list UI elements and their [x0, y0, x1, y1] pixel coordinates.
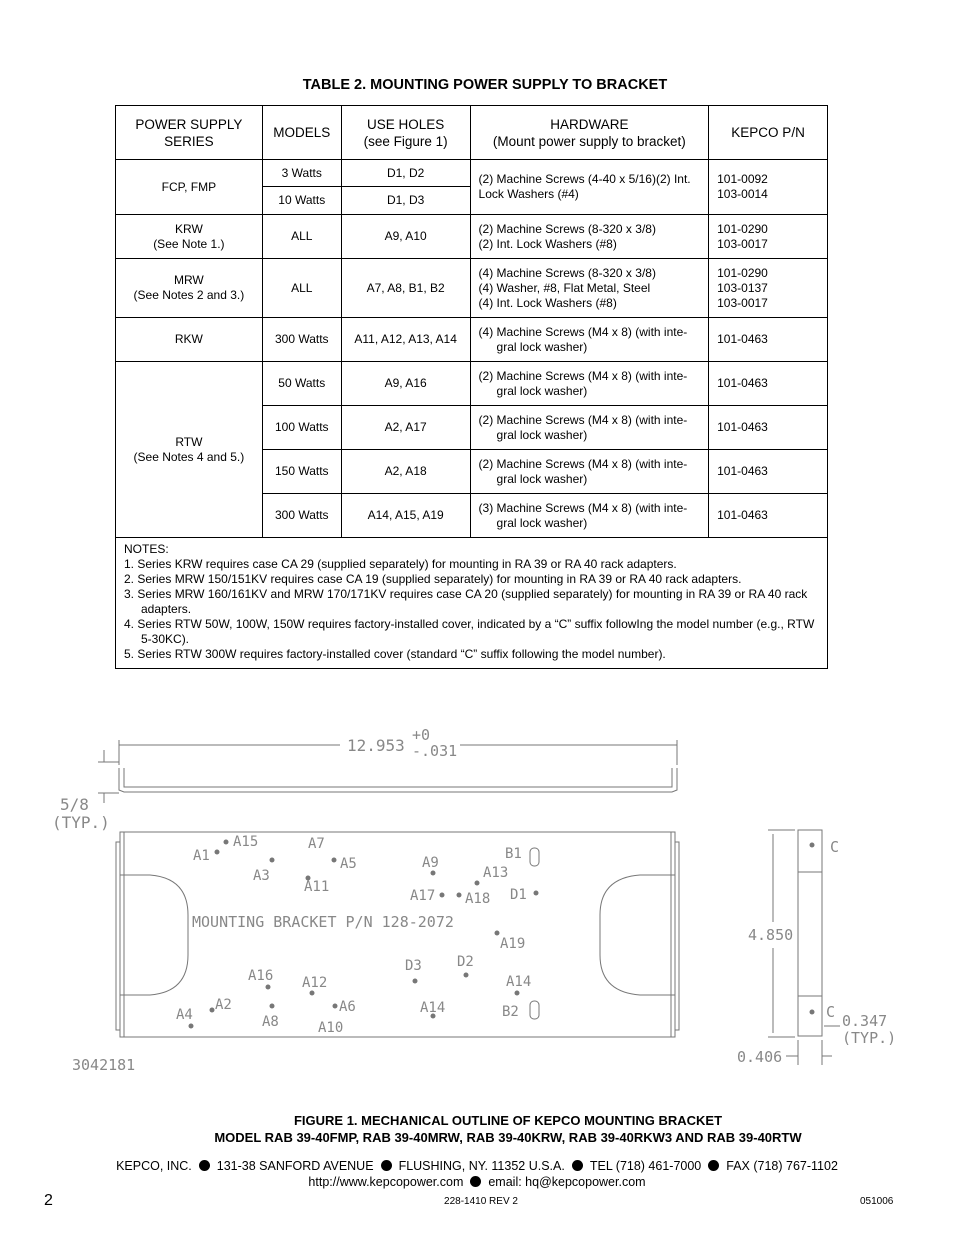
- footer-tel: TEL (718) 461-7000: [589, 1159, 702, 1173]
- note-item: 1. Series KRW requires case CA 29 (supplied separately) for mounting in RA 39 or RA 40 rack adapters.: [124, 557, 677, 571]
- pn-cell: 101-0290 103-0017: [709, 215, 828, 259]
- table-header-row: [116, 106, 828, 160]
- hole-label: D2: [457, 954, 474, 970]
- hole-label: A18: [465, 891, 491, 907]
- dim-flange-label: 5/8: [60, 795, 89, 814]
- pn-cell: 101-0463: [709, 450, 828, 494]
- hole-label: A6: [339, 999, 356, 1015]
- bullet-icon: [470, 1176, 481, 1187]
- hole-label: A15: [233, 834, 259, 850]
- hardware-cell: (2) Machine Screws (M4 x 8) (with inte- gral lock washer): [470, 450, 709, 494]
- series-cell: FCP, FMP: [116, 160, 263, 215]
- hole-label: A2: [215, 997, 232, 1013]
- drawing-number-label: 3042181: [72, 1056, 136, 1074]
- pn-cell: 101-0463: [709, 362, 828, 406]
- tolerance-plus-label: +0: [412, 726, 431, 744]
- series-cell: KRW (See Note 1.): [116, 215, 263, 259]
- hole-label: A4: [176, 1007, 193, 1023]
- dim-flange-typ-label: (TYP.): [52, 813, 110, 832]
- bullet-icon: [708, 1160, 719, 1171]
- hardware-cell: (2) Machine Screws (8-320 x 3/8) (2) Int. Lock Washers (#8): [470, 215, 709, 259]
- model-cell: 10 Watts: [262, 187, 341, 215]
- hole-label: A10: [318, 1020, 344, 1036]
- model-cell: 300 Watts: [262, 318, 341, 362]
- bracket-part-label: MOUNTING BRACKET P/N 128-2072: [192, 913, 454, 931]
- holes-cell: A2, A18: [341, 450, 470, 494]
- footer-email-link[interactable]: email: hq@kepcopower.com: [488, 1175, 646, 1189]
- hole-label: A1: [193, 848, 210, 864]
- model-cell: 150 Watts: [262, 450, 341, 494]
- table-title: TABLE 2. MOUNTING POWER SUPPLY TO BRACKET: [302, 77, 668, 93]
- hole-label: A3: [253, 868, 270, 884]
- table-row: [116, 215, 828, 259]
- footer-city: FLUSHING, NY. 11352 U.S.A.: [398, 1159, 565, 1173]
- hole-label: A14: [420, 1000, 446, 1016]
- series-cell: RKW: [116, 318, 263, 362]
- table-row: [116, 318, 828, 362]
- header-models: MODELS: [262, 106, 341, 160]
- hardware-cell: (2) Machine Screws (M4 x 8) (with inte- gral lock washer): [470, 406, 709, 450]
- hardware-cell: (3) Machine Screws (M4 x 8) (with inte- gral lock washer): [470, 494, 709, 538]
- table-row: [116, 259, 828, 318]
- hardware-cell: (2) Machine Screws (M4 x 8) (with inte- gral lock washer): [470, 362, 709, 406]
- revision-date: 051006: [860, 1196, 894, 1207]
- hole-label: A5: [340, 856, 357, 872]
- holes-cell: A9, A16: [341, 362, 470, 406]
- top-view-bar: [119, 768, 677, 792]
- note-item: 3. Series MRW 160/161KV and MRW 170/171KV requires case CA 20 (supplied separately) for mounting in RA 39 or RA 40 rack adapters.: [124, 587, 808, 616]
- hardware-cell: (4) Machine Screws (8-320 x 3/8) (4) Washer, #8, Flat Metal, Steel (4) Int. Lock Washers (#8): [470, 259, 709, 318]
- header-holes: USE HOLES (see Figure 1): [341, 106, 470, 160]
- pn-cell: 101-0463: [709, 318, 828, 362]
- hole-label: B1: [505, 846, 522, 862]
- footer-address: 131-38 SANFORD AVENUE: [216, 1159, 374, 1173]
- hole-label: A11: [304, 879, 330, 895]
- series-cell: RTW (See Notes 4 and 5.): [116, 362, 263, 538]
- caption-line-1: FIGURE 1. MECHANICAL OUTLINE OF KEPCO MOUNTING BRACKET: [293, 1113, 723, 1128]
- dim-side-label: 0.347: [842, 1012, 888, 1030]
- notes-row: [116, 538, 828, 669]
- caption-line-2: MODEL RAB 39-40FMP, RAB 39-40MRW, RAB 39-40KRW, RAB 39-40RKW3 AND RAB 39-40RTW: [214, 1130, 802, 1145]
- header-pn: KEPCO P/N: [709, 106, 828, 160]
- footer-fax: FAX (718) 767-1102: [726, 1159, 838, 1173]
- dim-height-label: 4.850: [748, 926, 794, 944]
- figure-caption: [0, 1112, 954, 1146]
- model-cell: 50 Watts: [262, 362, 341, 406]
- hole-label: A7: [308, 836, 325, 852]
- holes-cell: D1, D3: [341, 187, 470, 215]
- notes-cell: [116, 538, 828, 669]
- hole-label: A14: [506, 974, 532, 990]
- hole-label: A13: [483, 865, 509, 881]
- hole-label: A12: [302, 975, 328, 991]
- dim-side-typ-label: (TYP.): [842, 1029, 897, 1047]
- hole-label: B2: [502, 1004, 519, 1020]
- holes-cell: A7, A8, B1, B2: [341, 259, 470, 318]
- model-cell: ALL: [262, 215, 341, 259]
- table-row: [116, 362, 828, 406]
- hole-label: D1: [510, 887, 527, 903]
- note-item: 2. Series MRW 150/151KV requires case CA 19 (supplied separately) for mounting in RA 39 or RA 40 rack adapters.: [124, 572, 742, 586]
- document-number: 228-1410 REV 2: [444, 1196, 518, 1207]
- holes-cell: A14, A15, A19: [341, 494, 470, 538]
- pn-cell: 101-0290 103-0137 103-0017: [709, 259, 828, 318]
- bullet-icon: [381, 1160, 392, 1171]
- header-series: POWER SUPPLY SERIES: [116, 106, 263, 160]
- header-hardware: HARDWARE (Mount power supply to bracket): [470, 106, 709, 160]
- page-number: 2: [44, 1192, 53, 1209]
- hole-label: D3: [405, 958, 422, 974]
- model-cell: 3 Watts: [262, 160, 341, 187]
- holes-cell: A9, A10: [341, 215, 470, 259]
- pn-cell: 101-0092 103-0014: [709, 160, 828, 215]
- pn-cell: 101-0463: [709, 494, 828, 538]
- model-cell: 300 Watts: [262, 494, 341, 538]
- hole-label: A19: [500, 936, 526, 952]
- note-item: 4. Series RTW 50W, 100W, 150W requires factory-installed cover, indicated by a “C” suffix followIng the model number (e.g., RTW 5-30KC).: [124, 617, 815, 646]
- hole-label: A9: [422, 855, 439, 871]
- footer: [0, 1158, 954, 1190]
- hole-label: A17: [410, 888, 436, 904]
- bracket-drawing: [0, 700, 954, 1100]
- side-hole-label: C: [830, 838, 840, 856]
- hole-label: A16: [248, 968, 274, 984]
- tolerance-minus-label: -.031: [412, 742, 458, 760]
- mounting-table: [115, 105, 828, 669]
- holes-cell: A2, A17: [341, 406, 470, 450]
- notes-heading: NOTES:: [124, 542, 169, 556]
- hole-label: A8: [262, 1014, 279, 1030]
- note-item: 5. Series RTW 300W requires factory-installed cover (standard “C” suffix following the model number).: [124, 647, 666, 661]
- dim-depth-label: 0.406: [737, 1048, 783, 1066]
- footer-web-link[interactable]: http://www.kepcopower.com: [308, 1175, 464, 1189]
- side-hole-label: C: [826, 1003, 836, 1021]
- hardware-cell: (4) Machine Screws (M4 x 8) (with inte- gral lock washer): [470, 318, 709, 362]
- bullet-icon: [199, 1160, 210, 1171]
- holes-cell: A11, A12, A13, A14: [341, 318, 470, 362]
- dim-length-label: 12.953: [347, 736, 405, 755]
- table-row: [116, 160, 828, 187]
- hardware-cell: (2) Machine Screws (4-40 x 5/16)(2) Int. Lock Washers (#4): [470, 160, 709, 215]
- series-cell: MRW (See Notes 2 and 3.): [116, 259, 263, 318]
- bullet-icon: [572, 1160, 583, 1171]
- footer-company: KEPCO, INC.: [116, 1159, 192, 1173]
- pn-cell: 101-0463: [709, 406, 828, 450]
- model-cell: ALL: [262, 259, 341, 318]
- model-cell: 100 Watts: [262, 406, 341, 450]
- holes-cell: D1, D2: [341, 160, 470, 187]
